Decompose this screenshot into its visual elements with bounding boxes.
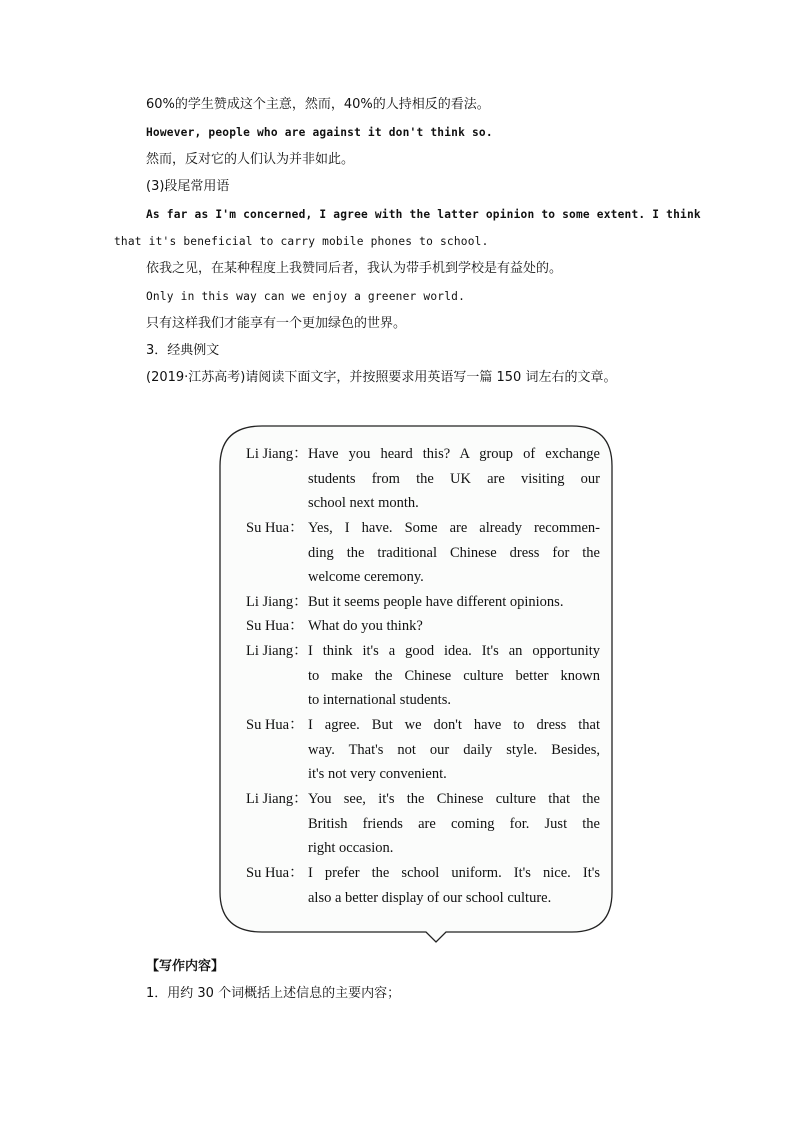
dialogue-text: What do you think? <box>308 618 423 634</box>
text-line-cn: 依我之见，在某种程度上我赞同后者，我认为带手机到学校是有益处的。 <box>146 261 563 276</box>
speaker-su-hua: Su Hua： <box>246 717 304 733</box>
dialogue-text: I prefer the school uniform. It's nice. It's also a better display of our school culture. <box>308 865 600 906</box>
speaker-su-hua: Su Hua： <box>246 865 304 881</box>
dialogue-text: Have you heard this? A group of exchange students from the UK are visiting our school next month. <box>308 446 600 512</box>
text-line-cn: 60%的学生赞成这个主意，然而，40%的人持相反的看法。 <box>146 97 490 112</box>
text-line-en: Only in this way can we enjoy a greener world. <box>146 290 466 303</box>
text-line-cn: 然而，反对它的人们认为并非如此。 <box>146 152 355 167</box>
task-intro: (2019·江苏高考)请阅读下面文字，并按照要求用英语写一篇 150 词左右的文章。 <box>146 370 617 385</box>
speaker-li-jiang: Li Jiang： <box>246 446 308 462</box>
speaker-li-jiang: Li Jiang： <box>246 791 308 807</box>
speaker-li-jiang: Li Jiang： <box>246 594 308 610</box>
section-heading: 3．经典例文 <box>146 343 220 358</box>
section-heading-writing-content: 【写作内容】 <box>146 959 225 974</box>
text-line-en: However, people who are against it don't think so. <box>146 126 493 139</box>
dialogue-text: Yes, I have. Some are already recommen- ding the traditional Chinese dress for the welcome ceremony. <box>308 520 600 586</box>
text-line-en: that it's beneficial to carry mobile phones to school. <box>114 235 489 248</box>
writing-requirement-item: 1．用约 30 个词概括上述信息的主要内容； <box>146 986 401 1001</box>
speaker-su-hua: Su Hua： <box>246 618 304 634</box>
text-line-en: As far as I'm concerned, I agree with the latter opinion to some extent. I think <box>146 208 701 221</box>
section-heading: (3)段尾常用语 <box>146 179 230 194</box>
dialogue-text: I think it's a good idea. It's an opportunity to make the Chinese culture better known to international students. <box>308 643 600 709</box>
dialogue-text: But it seems people have different opinions. <box>308 594 564 610</box>
speaker-li-jiang: Li Jiang： <box>246 643 308 659</box>
dialogue-text: I agree. But we don't have to dress that way. That's not our daily style. Besides, it's not very convenient. <box>308 717 600 783</box>
dialogue-text: You see, it's the Chinese culture that the British friends are coming for. Just the right occasion. <box>308 791 600 857</box>
text-line-cn: 只有这样我们才能享有一个更加绿色的世界。 <box>146 316 407 331</box>
speaker-su-hua: Su Hua： <box>246 520 304 536</box>
